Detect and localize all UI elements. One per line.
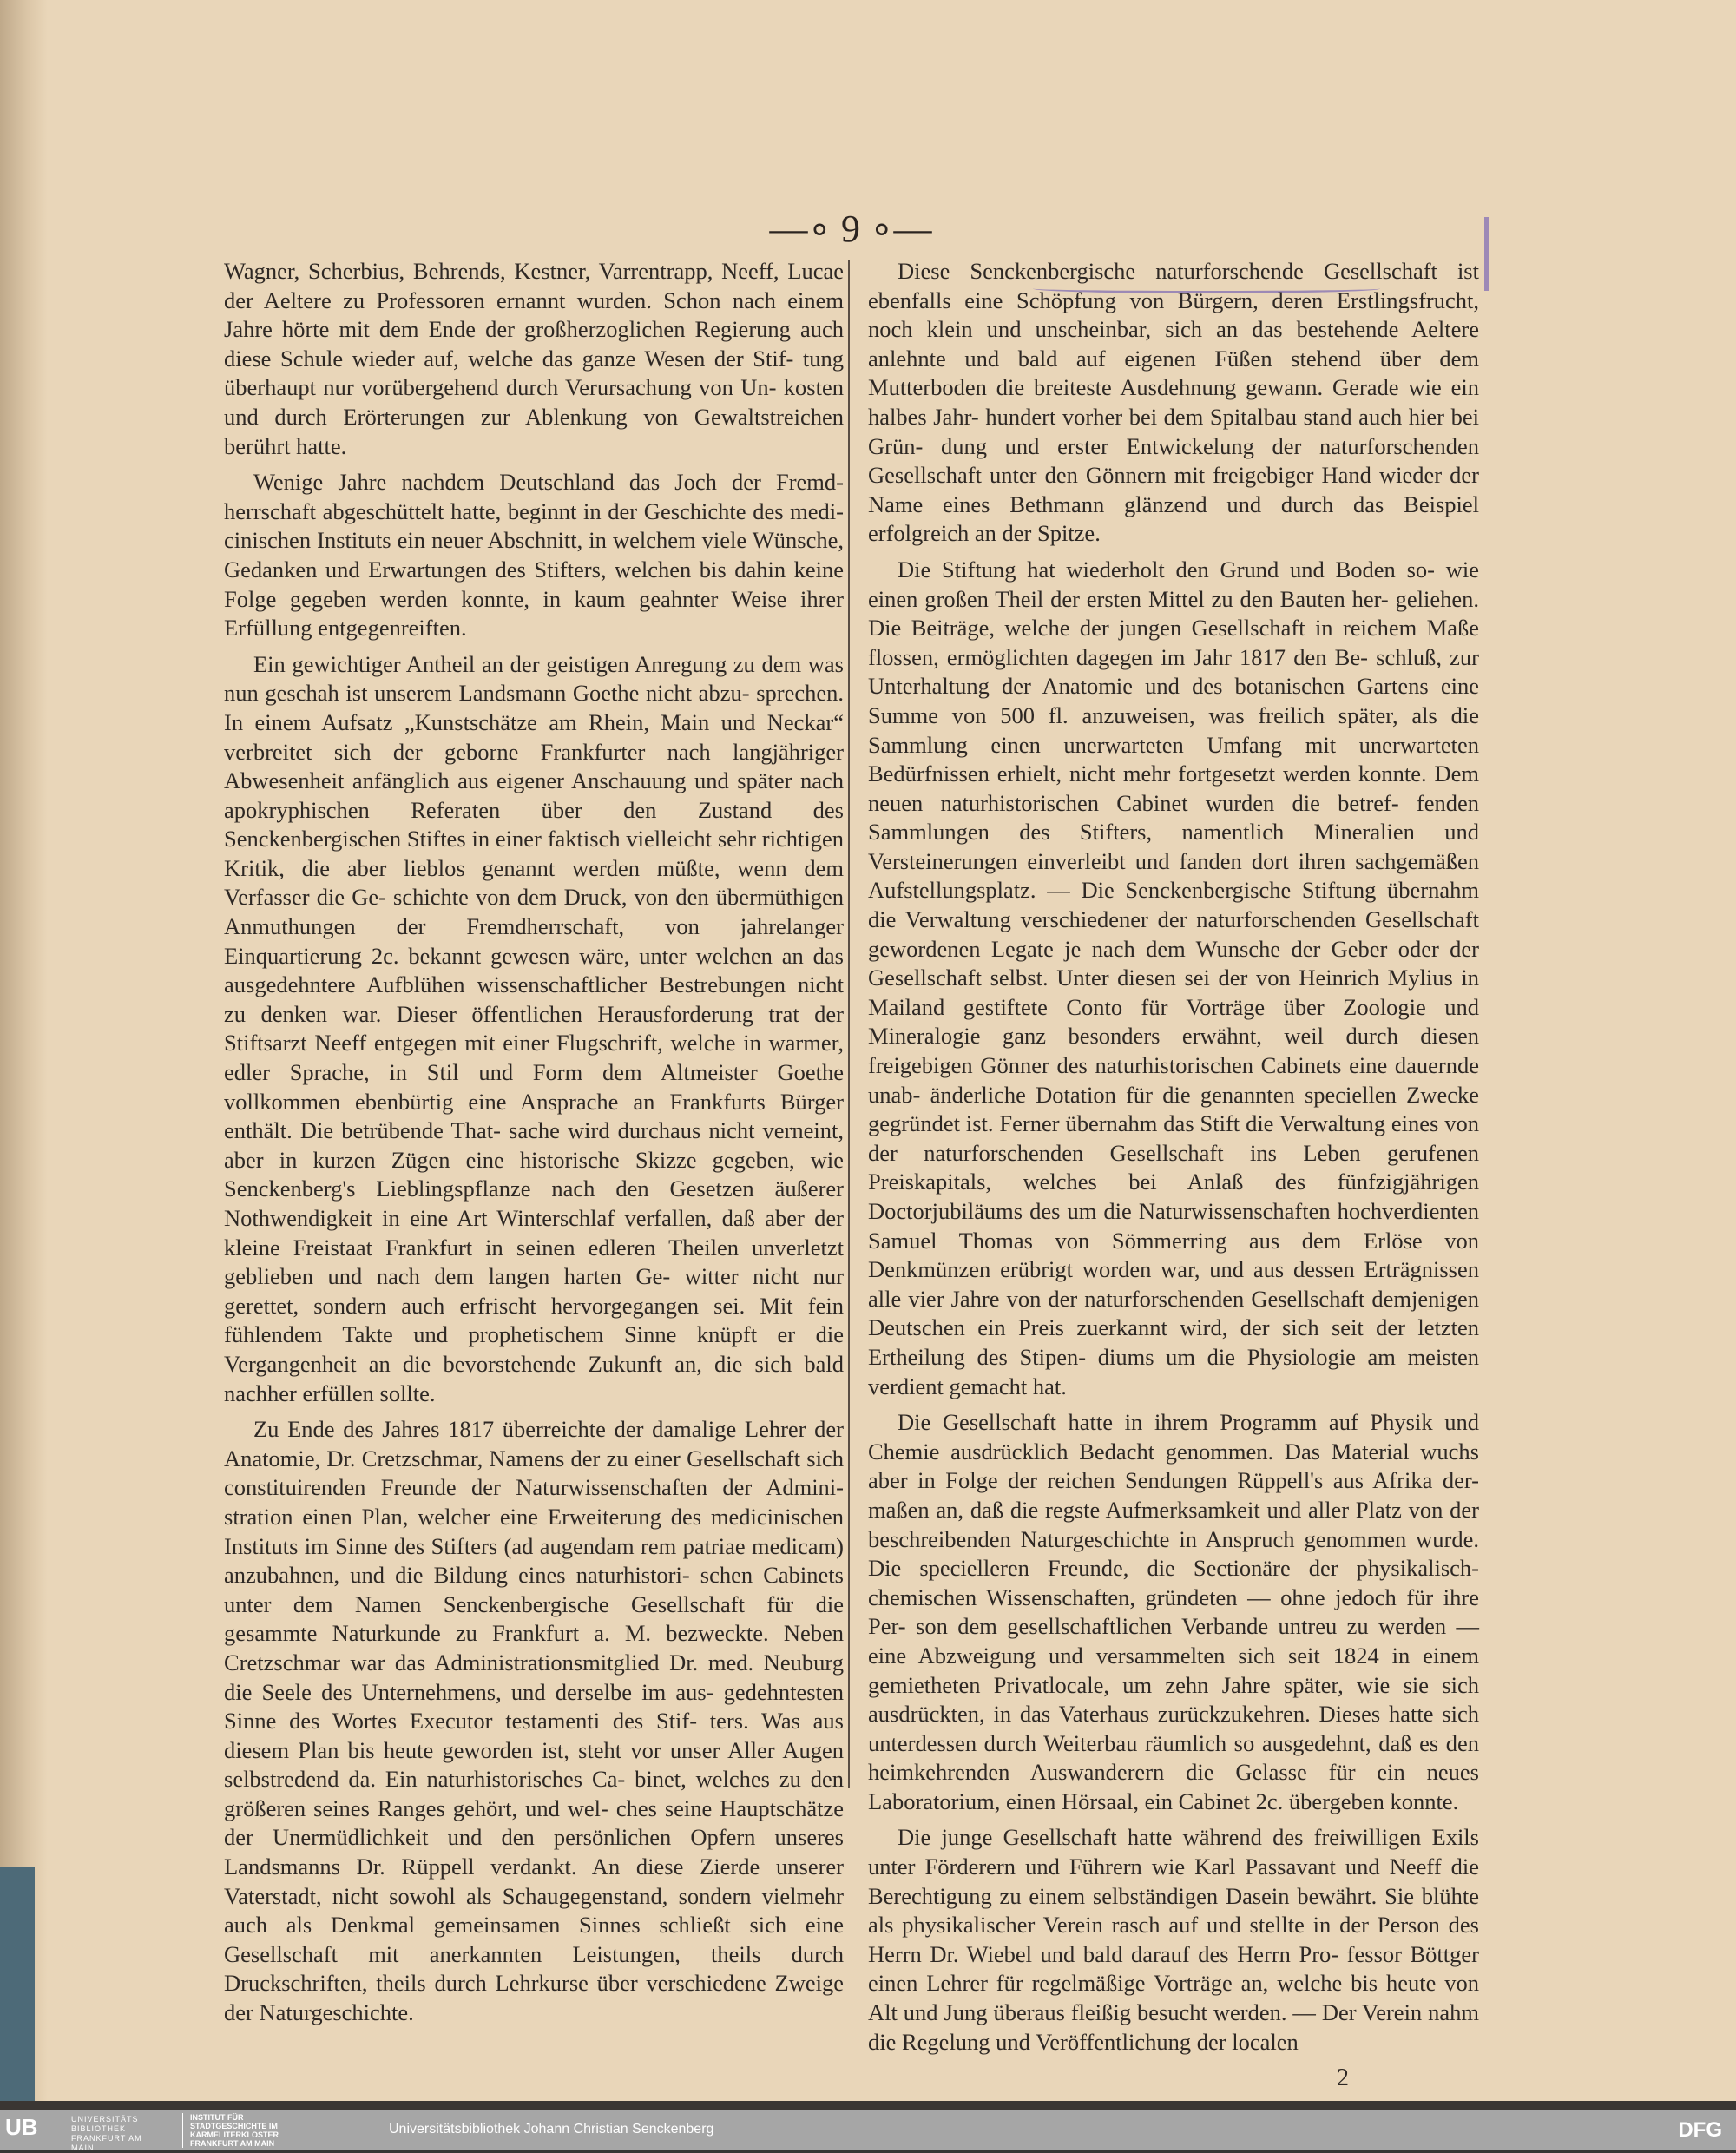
dfg-logo[interactable]: DFG	[1678, 2118, 1722, 2142]
left-column	[224, 257, 844, 2035]
library-name: Universitätsbibliothek Johann Christian Senckenberg	[389, 2122, 714, 2137]
paragraph: Ein gewichtiger Antheil an der geistigen Anregung zu dem was nun geschah ist unserem Landsmann Goethe nicht abzu- sprechen. In einem Aufsatz „Kunstschätze am Rhein, Main und Neckar“ verbreitet sich der geborne Frankfurter nach langjähriger Abwesenheit anfänglich aus eigener Anschauung und später nach apokryphischen Referaten über den Zustand des Senckenbergischen Stiftes in einer faktisch vielleicht sehr richtigen Kritik, die aber lieblos genannt werden müßte, wenn dem Verfasser die Ge- schichte von dem Druck, von den übermüthigen Anmuthungen der Fremdherrschaft, von jahrelanger Einquartierung 2c. bekannt gewesen wäre, unter welchen an das ausgedehntere Aufblühen wissenschaftlicher Bestrebungen nicht zu denken war. Dieser öffentlichen Herausforderung trat der Stiftsarzt Neeff entgegen mit einer Flugschrift, welche in warmer, edler Sprache, in Stil und Form dem Altmeister Goethe vollkommen ebenbürtig eine Ansprache an Frankfurts Bürger enthält. Die betrübende That- sache wird durchaus nicht verneint, aber in kurzen Zügen eine historische Skizze gegeben, wie Senckenberg's Lieblingspflanze nach den Gesetzen äußerer Nothwendigkeit in eine Art Winterschlaf verfallen, daß aber der kleine Freistaat Frankfurt in seinen edleren Theilen unverletzt geblieben und nach dem langen harten Ge- witter nicht nur gerettet, sondern auch erfrischt hervorgegangen sei. Mit fein fühlendem Takte und prophetischem Sinne knüpft er die Vergangenheit an die bevorstehende Zukunft an, die sich bald nachher erfüllen sollte.	[224, 650, 844, 1406]
paragraph: Wenige Jahre nachdem Deutschland das Joch der Fremd- herrschaft abgeschüttelt hatte, beginnt in der Geschichte des medi- cinischen Instituts ein neuer Abschnitt, in welchem viele Wünsche, Gedanken und Erwartungen des Stifters, welchen bis dahin keine Folge gegeben werden konnte, in kaum geahnter Weise ihrer Erfüllung entgegenreiften.	[224, 469, 844, 642]
binding-strip	[0, 1867, 35, 2101]
signature-mark: 2	[1337, 2064, 1349, 2092]
paragraph: Die Gesellschaft hatte in ihrem Programm auf Physik und Chemie ausdrücklich Bedacht genommen. Das Material wuchs aber in Folge der reichen Sendungen Rüppell's aus Afrika der- maßen an, daß die regste Aufmerksamkeit und aller Platz von der beschreibenden Naturgeschichte in Anspruch genommen wurde. Die specielleren Freunde, die Sectionäre der physikalisch- chemischen Wissenschaften, gründeten — ohne jedoch für ihre Per- son dem gesellschaftlichen Verbande untreu zu werden — eine Abzweigung und versammelten sich seit 1824 in einem gemietheten Privatlocale, um zehn Jahre später, wie sie sich ausdrückten, in das Vaterhaus zurückzukehren. Dieses hatte sich unterdessen durch Weiterbau räumlich so ausgedehnt, daß es den heimkehrenden Auswanderern die Gelasse für ein neues Laboratorium, einen Hörsaal, ein Cabinet 2c. übergeben konnte.	[868, 1409, 1479, 1814]
right-column	[868, 257, 1479, 2093]
paragraph: Diese Senckenbergische naturforschende Gesellschaft ist ebenfalls eine Schöpfung von Bürgern, deren Erstlingsfrucht, noch klein und unscheinbar, sich an das bestehende Aeltere anlehnte und bald auf eigenen Füßen stehend über dem Mutterboden die breiteste Ausdehnung gewann. Gerade wie ein halbes Jahr- hundert vorher bei dem Spitalbau stand auch hier bei Grün- dung und erster Entwickelung der naturforschenden Gesellschaft unter den Gönnern mit freigebiger Hand wieder der Name eines Bethmann glänzend und durch das Beispiel erfolgreich an der Spitze.	[868, 258, 1479, 547]
ub-logo-text: UNIVERSITÄTS BIBLIOTHEK FRANKFURT AM MAIN	[71, 2115, 142, 2152]
paragraph: Die junge Gesellschaft hatte während des freiwilligen Exils unter Förderern und Führern wie Karl Passavant und Neeff die Berechtigung zu einem selbständigen Dasein bewährt. Sie blühte als physikalischer Verein rasch auf und stellte in der Person des Herrn Dr. Wiebel und bald darauf des Herrn Pro- fessor Böttger einen Lehrer für regelmäßige Vorträge an, welche bis heute von Alt und Jung überaus fleißig besucht werden. — Der Verein nahm die Regelung und Veröffentlichung der localen	[868, 1824, 1479, 2055]
page-number: —∘ 9 ∘—	[769, 207, 932, 250]
page-edge	[0, 0, 48, 2101]
footer-bar	[0, 2110, 1736, 2150]
ub-logo[interactable]: UB	[5, 2114, 38, 2140]
paragraph: Die Stiftung hat wiederholt den Grund und Boden so- wie einen großen Theil der ersten Mittel zu den Bauten her- geliehen. Die Beiträge, welche der jungen Gesellschaft in reichem Maße flossen, ermöglichten dagegen im Jahr 1817 den Be- schluß, zur Unterhaltung der Anatomie und des botanischen Gartens eine Summe von 500 fl. anzuweisen, was freilich später, als die Sammlung einen unerwarteten Umfang mit unerwarteten Bedürfnissen erhielt, nicht mehr fortgesetzt werden konnte. Dem neuen naturhistorischen Cabinet wurden die betref- fenden Sammlungen des Stifters, namentlich Mineralien und Versteinerungen einverleibt und fanden dort ihren sachgemäßen Aufstellungsplatz. — Die Senckenbergische Stiftung übernahm die Verwaltung verschiedener der naturforschenden Gesellschaft gewordenen Legate je nach dem Wunsche der Geber oder der Gesellschaft selbst. Unter diesen sei der von Heinrich Mylius in Mailand gestiftete Conto für Vorträge über Zoologie und Mineralogie ganz besonders erwähnt, weil durch diesen freigebigen Gönner des naturhistorischen Cabinets eine dauernde unab- änderliche Dotation für die genannten speciellen Zwecke gegründet ist. Ferner übernahm das Stift die Verwaltung eines von der naturforschenden Gesellschaft ins Leben gerufenen Preiskapitals, welches bei Anlaß des fünfzigjährigen Doctorjubiläums des um die Naturwissenschaften hochverdienten Samuel Thomas von Sömmerring aus dem Erlöse von Denkmünzen erübrigt worden war, und aus dessen Erträgnissen alle vier Jahre von der naturforschenden Gesellschaft demjenigen Deutschen ein Preis zuerkannt wird, der sich seit der letzten Ertheilung des Stipen- diums um die Physiologie am meisten verdient gemacht hat.	[868, 556, 1479, 1399]
paragraph: Zu Ende des Jahres 1817 überreichte der damalige Lehrer der Anatomie, Dr. Cretzschmar, Namens der zu einer Gesellschaft sich constituirenden Freunde der Naturwissenschaften der Admini- stration einen Plan, welcher eine Erweiterung des medicinischen Instituts im Sinne des Stifters (ad augendam rem patriae medicam) anzubahnen, und die Bildung eines naturhistori- schen Cabinets unter dem Namen Senckenbergische Gesellschaft für die gesammte Naturkunde zu Frankfurt a. M. bezweckte. Neben Cretzschmar war das Administrationsmitglied Dr. med. Neuburg die Seele des Unternehmens, und derselbe im aus- gedehntesten Sinne des Wortes Executor testamenti des Stif- ters. Was aus diesem Plan bis heute geworden ist, steht vor unser Aller Augen selbstredend da. Ein naturhistorisches Ca- binet, welches zu den größeren seines Ranges gehört, und wel- ches seine Hauptschätze der Unermüdlichkeit und den persönlichen Opfern unseres Landsmanns Dr. Rüppell verdankt. An diese Zierde unserer Vaterstadt, nicht sowohl als Schaugegenstand, sondern vielmehr auch als Denkmal gemeinsamen Sinnes schließt sich eine Gesellschaft mit anerkannten Leistungen, theils durch Druckschriften, theils durch Lehrkurse über verschiedene Zweige der Naturgeschichte.	[224, 1416, 844, 2026]
institute-logo[interactable]: INSTITUT FÜR STADTGESCHICHTE IM KARMELITERKLOSTER FRANKFURT AM MAIN	[181, 2113, 286, 2148]
column-divider	[848, 260, 850, 1788]
margin-mark-annotation	[1484, 217, 1489, 291]
paragraph: Wagner, Scherbius, Behrends, Kestner, Varrentrapp, Neeff, Lucae der Aeltere zu Professoren ernannt wurden. Schon nach einem Jahre hörte mit dem Ende der großherzoglichen Regierung auch diese Schule wieder auf, welche das ganze Wesen der Stif- tung überhaupt nur vorübergehend durch Verursachung von Un- kosten und durch Erörterungen zur Ablenkung von Gewaltstreichen berührt hatte.	[224, 258, 844, 459]
